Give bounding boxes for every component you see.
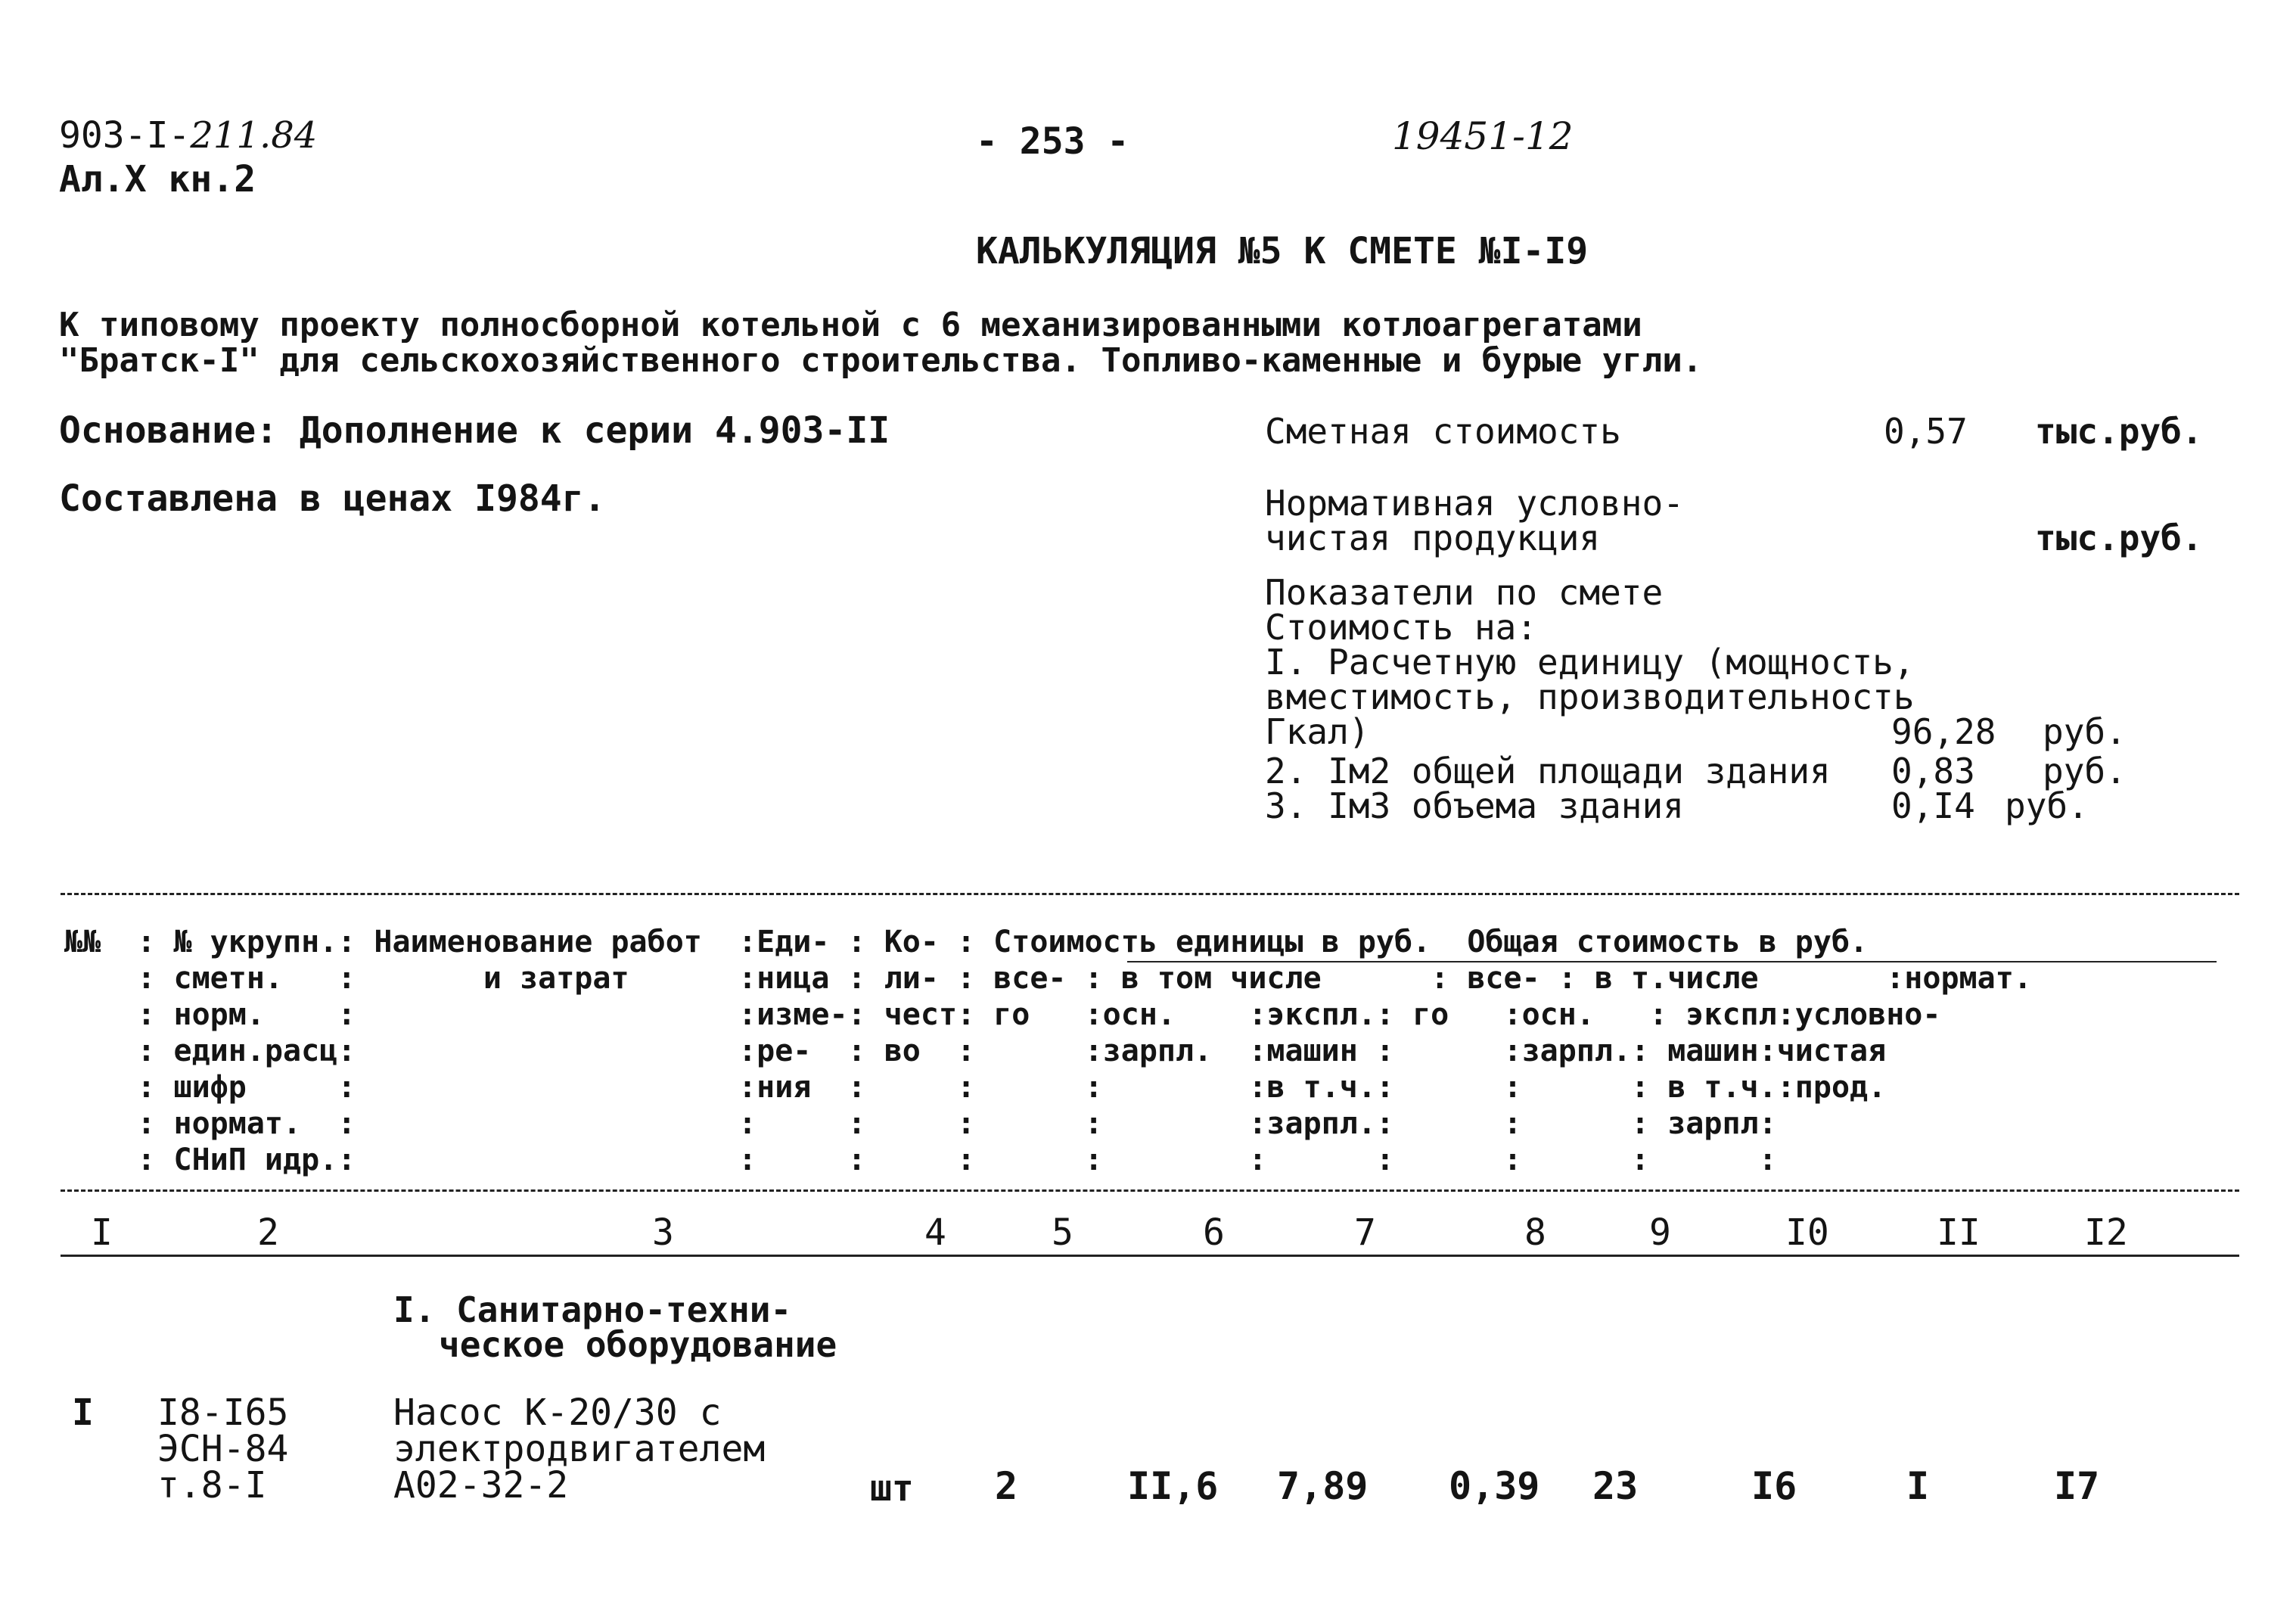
table-header-rule xyxy=(61,1189,2239,1192)
table-header-line-6: : нормат. : : : : : :зарпл.: : : зарпл: xyxy=(64,1106,1777,1141)
prices-year-text: Составлена в ценах I984г. xyxy=(59,477,606,520)
indicator-1-line-1: I. Расчетную единицу (мощность, xyxy=(1265,642,1915,683)
project-code-prefix: 903-I- xyxy=(59,114,191,157)
row-code-line-2: ЭСН-84 xyxy=(157,1428,289,1470)
col-number-2: 2 xyxy=(257,1211,279,1254)
table-header-line-3: : норм. : :изме-: чест: го :осн. :экспл.: го :осн. : экспл:условно- xyxy=(64,997,1941,1032)
table-header-line-7: : СНиП идр.: : : : : : : : : : xyxy=(64,1143,1777,1177)
norm-net-unit: тыс.руб. xyxy=(2035,518,2203,558)
row-number: I xyxy=(72,1392,94,1434)
subtitle-line-1: К типовому проекту полносборной котельной с 6 механизированными котлоагрегатами xyxy=(59,306,1642,344)
row-total-machine: I xyxy=(1906,1464,1930,1508)
table-top-rule xyxy=(61,893,2239,895)
document-number: 19451-12 xyxy=(1392,114,1574,158)
col-number-5: 5 xyxy=(1052,1211,1073,1254)
row-unit-cost-wage: 7,89 xyxy=(1277,1464,1369,1508)
column-numbers-rule xyxy=(61,1255,2239,1257)
indicator-2-value: 0,83 xyxy=(1891,751,1975,791)
col-number-7: 7 xyxy=(1354,1211,1376,1254)
estimated-cost-value: 0,57 xyxy=(1884,411,1968,452)
col-number-12: I2 xyxy=(2084,1211,2128,1254)
row-unit: шт xyxy=(870,1467,914,1510)
page-number: - 253 - xyxy=(976,120,1129,163)
row-norm-net-product: I7 xyxy=(2054,1464,2100,1508)
indicator-1-line-2: вместимость, производительность xyxy=(1265,676,1915,717)
row-total-wage: I6 xyxy=(1751,1464,1797,1508)
row-quantity: 2 xyxy=(995,1464,1018,1508)
row-unit-cost-machine: 0,39 xyxy=(1449,1464,1540,1508)
table-header-line-4: : един.расц: :ре- : во : :зарпл. :машин : :зарпл.: машин:чистая xyxy=(64,1034,1887,1068)
indicator-1-unit: руб. xyxy=(2043,711,2127,752)
indicator-3-unit: руб. xyxy=(2005,785,2089,826)
norm-net-label-2: чистая продукция xyxy=(1265,518,1601,558)
col-number-3: 3 xyxy=(652,1211,674,1254)
section-heading-line-2: ческое оборудование xyxy=(439,1324,837,1365)
col-number-11: II xyxy=(1937,1211,1981,1254)
row-name-line-3: А02-32-2 xyxy=(393,1464,569,1507)
indicator-1-line-3: Гкал) xyxy=(1265,711,1370,752)
basis-text: Основание: Дополнение к серии 4.903-II xyxy=(59,409,890,452)
estimated-cost-unit: тыс.руб. xyxy=(2035,411,2203,452)
row-code-line-1: I8-I65 xyxy=(157,1392,289,1434)
row-code-line-3: т.8-I xyxy=(157,1464,267,1507)
indicator-2-unit: руб. xyxy=(2043,751,2127,791)
cost-for-label: Стоимость на: xyxy=(1265,607,1538,648)
norm-net-label-1: Нормативная условно- xyxy=(1265,483,1684,524)
row-name-line-2: электродвигателем xyxy=(393,1428,766,1470)
section-heading-line-1: I. Санитарно-техни- xyxy=(393,1289,792,1330)
col-number-8: 8 xyxy=(1524,1211,1546,1254)
project-code xyxy=(59,115,317,156)
col-number-10: I0 xyxy=(1785,1211,1829,1254)
table-header-line-2: : сметн. : и затрат :ница : ли- : все- : в том числе : все- : в т.числе :нормат. xyxy=(64,961,2032,996)
table-header-line-1: №№ : № укрупн.: Наименование работ :Еди- : Ко- : Стоимость единицы в руб. Общая стоимость в руб. xyxy=(64,925,1869,959)
project-code-handwritten: 211.84 xyxy=(190,114,318,157)
indicator-3-label: 3. Iм3 объема здания xyxy=(1265,785,1684,826)
col-number-9: 9 xyxy=(1649,1211,1671,1254)
row-name-line-1: Насос К-20/30 с xyxy=(393,1392,722,1434)
subtitle-line-2: "Братск-I" для сельскохозяйственного строительства. Топливо-каменные и бурые угли. xyxy=(59,341,1703,380)
table-header-line-5: : шифр : :ния : : : :в т.ч.: : : в т.ч.:прод. xyxy=(64,1070,1887,1105)
col-number-4: 4 xyxy=(924,1211,946,1254)
estimated-cost-label: Сметная стоимость xyxy=(1265,411,1621,452)
cost-group-underline xyxy=(1127,961,2217,962)
indicators-title: Показатели по смете xyxy=(1265,572,1664,613)
indicator-3-value: 0,I4 xyxy=(1891,785,1975,826)
indicator-1-value: 96,28 xyxy=(1891,711,1996,752)
album-volume: Ал.X кн.2 xyxy=(59,158,256,201)
page-title: КАЛЬКУЛЯЦИЯ №5 К СМЕТЕ №I-I9 xyxy=(976,230,1589,272)
row-unit-cost-total: II,6 xyxy=(1127,1464,1219,1508)
indicator-2-label: 2. Iм2 общей площади здания xyxy=(1265,751,1831,791)
col-number-6: 6 xyxy=(1203,1211,1225,1254)
row-total-cost: 23 xyxy=(1592,1464,1639,1508)
col-number-1: I xyxy=(91,1211,113,1254)
